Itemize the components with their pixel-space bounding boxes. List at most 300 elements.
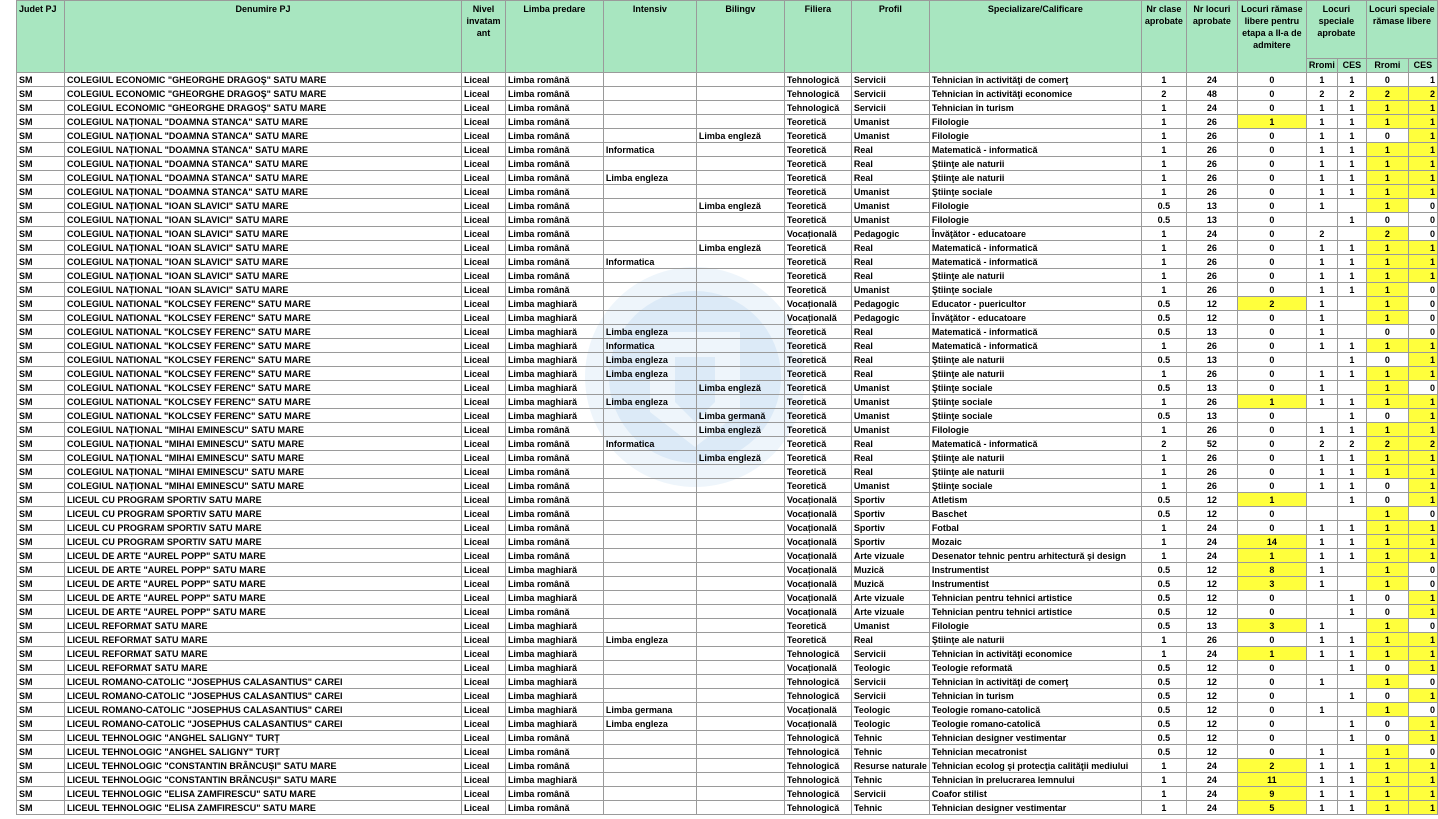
cell-filiera: Vocațională bbox=[784, 549, 851, 563]
cell-nr-locuri: 48 bbox=[1186, 87, 1237, 101]
cell-nr-clase: 0.5 bbox=[1141, 507, 1186, 521]
cell-specializare: Ştiinţe ale naturii bbox=[929, 633, 1141, 647]
cell-judet: SM bbox=[17, 227, 65, 241]
cell-locuri-ramase: 0 bbox=[1237, 521, 1306, 535]
cell-limba: Limba maghiară bbox=[505, 689, 603, 703]
cell-judet: SM bbox=[17, 241, 65, 255]
cell-rromi: 1 bbox=[1306, 283, 1337, 297]
cell-rromi-ramase: 0 bbox=[1366, 479, 1408, 493]
cell-limba: Limba maghiară bbox=[505, 619, 603, 633]
cell-filiera: Vocațională bbox=[784, 703, 851, 717]
cell-rromi-ramase: 1 bbox=[1366, 563, 1408, 577]
cell-ces: 1 bbox=[1337, 479, 1366, 493]
cell-locuri-ramase: 2 bbox=[1237, 297, 1306, 311]
cell-nivel: Liceal bbox=[461, 213, 505, 227]
cell-denumire: COLEGIUL NAȚIONAL "MIHAI EMINESCU" SATU MARE bbox=[64, 437, 461, 451]
cell-nivel: Liceal bbox=[461, 633, 505, 647]
cell-bilingv bbox=[696, 73, 784, 87]
cell-nivel: Liceal bbox=[461, 367, 505, 381]
cell-specializare: Ştiinţe ale naturii bbox=[929, 171, 1141, 185]
cell-intensiv bbox=[603, 759, 696, 773]
cell-denumire: COLEGIUL NATIONAL "KOLCSEY FERENC" SATU MARE bbox=[64, 311, 461, 325]
cell-rromi: 1 bbox=[1306, 297, 1337, 311]
cell-rromi-ramase: 1 bbox=[1366, 241, 1408, 255]
cell-ces bbox=[1337, 297, 1366, 311]
cell-specializare: Fotbal bbox=[929, 521, 1141, 535]
cell-limba: Limba română bbox=[505, 87, 603, 101]
cell-nr-locuri: 24 bbox=[1186, 535, 1237, 549]
cell-rromi-ramase: 1 bbox=[1366, 787, 1408, 801]
cell-nivel: Liceal bbox=[461, 143, 505, 157]
cell-rromi: 1 bbox=[1306, 129, 1337, 143]
cell-denumire: LICEUL TEHNOLOGIC "ELISA ZAMFIRESCU" SATU MARE bbox=[64, 787, 461, 801]
cell-bilingv bbox=[696, 521, 784, 535]
cell-filiera: Vocațională bbox=[784, 521, 851, 535]
cell-nr-locuri: 26 bbox=[1186, 143, 1237, 157]
cell-bilingv bbox=[696, 591, 784, 605]
cell-judet: SM bbox=[17, 185, 65, 199]
cell-ces-ramase: 1 bbox=[1408, 143, 1437, 157]
cell-nr-clase: 1 bbox=[1141, 395, 1186, 409]
cell-rromi-ramase: 1 bbox=[1366, 157, 1408, 171]
cell-intensiv bbox=[603, 311, 696, 325]
cell-limba: Limba maghiară bbox=[505, 381, 603, 395]
cell-intensiv bbox=[603, 423, 696, 437]
cell-ces-ramase: 1 bbox=[1408, 409, 1437, 423]
cell-judet: SM bbox=[17, 115, 65, 129]
cell-filiera: Tehnologică bbox=[784, 745, 851, 759]
cell-nr-clase: 1 bbox=[1141, 423, 1186, 437]
cell-nr-locuri: 52 bbox=[1186, 437, 1237, 451]
cell-nr-clase: 1 bbox=[1141, 185, 1186, 199]
cell-rromi: 1 bbox=[1306, 745, 1337, 759]
cell-nr-locuri: 12 bbox=[1186, 563, 1237, 577]
cell-intensiv: Limba engleza bbox=[603, 171, 696, 185]
cell-denumire: COLEGIUL NATIONAL "KOLCSEY FERENC" SATU MARE bbox=[64, 409, 461, 423]
cell-rromi bbox=[1306, 717, 1337, 731]
cell-limba: Limba română bbox=[505, 171, 603, 185]
cell-rromi: 1 bbox=[1306, 199, 1337, 213]
cell-limba: Limba română bbox=[505, 255, 603, 269]
cell-nr-locuri: 13 bbox=[1186, 325, 1237, 339]
cell-profil: Real bbox=[851, 255, 929, 269]
cell-filiera: Teoretică bbox=[784, 199, 851, 213]
cell-ces: 1 bbox=[1337, 661, 1366, 675]
cell-intensiv bbox=[603, 73, 696, 87]
cell-profil: Tehnic bbox=[851, 801, 929, 815]
cell-specializare: Ştiinţe ale naturii bbox=[929, 367, 1141, 381]
cell-denumire: COLEGIUL NATIONAL "KOLCSEY FERENC" SATU MARE bbox=[64, 297, 461, 311]
cell-denumire: LICEUL DE ARTE "AUREL POPP" SATU MARE bbox=[64, 549, 461, 563]
cell-denumire: LICEUL TEHNOLOGIC "ANGHEL SALIGNY" TURȚ bbox=[64, 745, 461, 759]
cell-profil: Servicii bbox=[851, 647, 929, 661]
cell-nr-locuri: 13 bbox=[1186, 353, 1237, 367]
cell-specializare: Educator - puericultor bbox=[929, 297, 1141, 311]
cell-filiera: Tehnologică bbox=[784, 773, 851, 787]
header-profil: Profil bbox=[851, 1, 929, 73]
cell-rromi-ramase: 1 bbox=[1366, 633, 1408, 647]
cell-judet: SM bbox=[17, 297, 65, 311]
cell-nivel: Liceal bbox=[461, 325, 505, 339]
cell-judet: SM bbox=[17, 507, 65, 521]
cell-limba: Limba română bbox=[505, 199, 603, 213]
cell-specializare: Matematică - informatică bbox=[929, 325, 1141, 339]
cell-profil: Pedagogic bbox=[851, 311, 929, 325]
cell-nivel: Liceal bbox=[461, 773, 505, 787]
cell-rromi-ramase: 1 bbox=[1366, 367, 1408, 381]
cell-rromi: 1 bbox=[1306, 171, 1337, 185]
cell-rromi: 2 bbox=[1306, 227, 1337, 241]
cell-locuri-ramase: 0 bbox=[1237, 745, 1306, 759]
cell-bilingv bbox=[696, 353, 784, 367]
cell-nr-clase: 0.5 bbox=[1141, 661, 1186, 675]
cell-ces bbox=[1337, 563, 1366, 577]
cell-nr-clase: 1 bbox=[1141, 367, 1186, 381]
cell-nr-clase: 2 bbox=[1141, 87, 1186, 101]
cell-denumire: COLEGIUL NAȚIONAL "IOAN SLAVICI" SATU MARE bbox=[64, 283, 461, 297]
cell-judet: SM bbox=[17, 759, 65, 773]
cell-limba: Limba română bbox=[505, 731, 603, 745]
table-row bbox=[17, 661, 1438, 675]
cell-nr-clase: 0.5 bbox=[1141, 325, 1186, 339]
cell-rromi: 1 bbox=[1306, 311, 1337, 325]
cell-specializare: Ştiinţe ale naturii bbox=[929, 465, 1141, 479]
cell-specializare: Tehnician în activităţi economice bbox=[929, 647, 1141, 661]
cell-limba: Limba română bbox=[505, 605, 603, 619]
cell-nivel: Liceal bbox=[461, 801, 505, 815]
cell-ces: 1 bbox=[1337, 521, 1366, 535]
cell-ces-ramase: 1 bbox=[1408, 115, 1437, 129]
cell-locuri-ramase: 1 bbox=[1237, 647, 1306, 661]
table-row bbox=[17, 675, 1438, 689]
cell-judet: SM bbox=[17, 283, 65, 297]
cell-intensiv bbox=[603, 283, 696, 297]
cell-rromi-ramase: 1 bbox=[1366, 339, 1408, 353]
cell-rromi: 1 bbox=[1306, 395, 1337, 409]
cell-denumire: COLEGIUL NATIONAL "KOLCSEY FERENC" SATU MARE bbox=[64, 325, 461, 339]
cell-limba: Limba română bbox=[505, 549, 603, 563]
cell-ces: 1 bbox=[1337, 241, 1366, 255]
cell-rromi: 1 bbox=[1306, 381, 1337, 395]
cell-locuri-ramase: 0 bbox=[1237, 143, 1306, 157]
cell-ces: 1 bbox=[1337, 689, 1366, 703]
cell-judet: SM bbox=[17, 87, 65, 101]
cell-locuri-ramase: 9 bbox=[1237, 787, 1306, 801]
cell-nr-locuri: 24 bbox=[1186, 227, 1237, 241]
cell-filiera: Teoretică bbox=[784, 143, 851, 157]
cell-ces bbox=[1337, 577, 1366, 591]
cell-locuri-ramase: 0 bbox=[1237, 185, 1306, 199]
cell-rromi-ramase: 0 bbox=[1366, 129, 1408, 143]
cell-nivel: Liceal bbox=[461, 171, 505, 185]
table-row bbox=[17, 437, 1438, 451]
cell-intensiv bbox=[603, 535, 696, 549]
cell-nr-locuri: 26 bbox=[1186, 451, 1237, 465]
cell-ces-ramase: 1 bbox=[1408, 521, 1437, 535]
cell-nr-clase: 0.5 bbox=[1141, 605, 1186, 619]
cell-denumire: LICEUL CU PROGRAM SPORTIV SATU MARE bbox=[64, 521, 461, 535]
cell-denumire: COLEGIUL NAȚIONAL "DOAMNA STANCA" SATU MARE bbox=[64, 171, 461, 185]
cell-ces: 1 bbox=[1337, 451, 1366, 465]
cell-limba: Limba română bbox=[505, 507, 603, 521]
cell-denumire: COLEGIUL NATIONAL "KOLCSEY FERENC" SATU MARE bbox=[64, 353, 461, 367]
cell-ces-ramase: 1 bbox=[1408, 549, 1437, 563]
cell-denumire: COLEGIUL NATIONAL "KOLCSEY FERENC" SATU MARE bbox=[64, 395, 461, 409]
cell-judet: SM bbox=[17, 661, 65, 675]
cell-nivel: Liceal bbox=[461, 745, 505, 759]
cell-ces: 1 bbox=[1337, 185, 1366, 199]
cell-judet: SM bbox=[17, 255, 65, 269]
cell-nr-clase: 1 bbox=[1141, 787, 1186, 801]
cell-bilingv: Limba engleză bbox=[696, 451, 784, 465]
cell-rromi: 1 bbox=[1306, 269, 1337, 283]
cell-filiera: Teoretică bbox=[784, 619, 851, 633]
cell-rromi: 1 bbox=[1306, 787, 1337, 801]
cell-intensiv bbox=[603, 115, 696, 129]
cell-specializare: Ştiinţe sociale bbox=[929, 395, 1141, 409]
cell-bilingv bbox=[696, 143, 784, 157]
cell-nivel: Liceal bbox=[461, 605, 505, 619]
cell-intensiv bbox=[603, 451, 696, 465]
cell-nivel: Liceal bbox=[461, 549, 505, 563]
cell-locuri-ramase: 0 bbox=[1237, 87, 1306, 101]
cell-profil: Resurse naturale bbox=[851, 759, 929, 773]
cell-intensiv bbox=[603, 465, 696, 479]
cell-rromi: 1 bbox=[1306, 647, 1337, 661]
cell-profil: Real bbox=[851, 451, 929, 465]
cell-locuri-ramase: 0 bbox=[1237, 451, 1306, 465]
cell-rromi: 1 bbox=[1306, 563, 1337, 577]
cell-locuri-ramase: 0 bbox=[1237, 591, 1306, 605]
cell-limba: Limba maghiară bbox=[505, 311, 603, 325]
cell-locuri-ramase: 11 bbox=[1237, 773, 1306, 787]
cell-bilingv bbox=[696, 745, 784, 759]
cell-bilingv: Limba engleză bbox=[696, 423, 784, 437]
cell-rromi: 1 bbox=[1306, 521, 1337, 535]
cell-rromi bbox=[1306, 689, 1337, 703]
cell-denumire: LICEUL TEHNOLOGIC "CONSTANTIN BRÂNCUȘI" SATU MARE bbox=[64, 773, 461, 787]
cell-rromi-ramase: 1 bbox=[1366, 549, 1408, 563]
cell-rromi bbox=[1306, 591, 1337, 605]
cell-rromi-ramase: 1 bbox=[1366, 297, 1408, 311]
cell-ces-ramase: 1 bbox=[1408, 255, 1437, 269]
cell-intensiv bbox=[603, 563, 696, 577]
cell-nr-locuri: 26 bbox=[1186, 339, 1237, 353]
cell-ces: 1 bbox=[1337, 213, 1366, 227]
table-row bbox=[17, 731, 1438, 745]
cell-nr-locuri: 13 bbox=[1186, 199, 1237, 213]
cell-bilingv bbox=[696, 395, 784, 409]
cell-denumire: COLEGIUL NATIONAL "KOLCSEY FERENC" SATU MARE bbox=[64, 381, 461, 395]
cell-limba: Limba maghiară bbox=[505, 647, 603, 661]
header-ces: CES bbox=[1337, 59, 1366, 73]
cell-limba: Limba română bbox=[505, 479, 603, 493]
cell-rromi: 1 bbox=[1306, 801, 1337, 815]
cell-intensiv bbox=[603, 577, 696, 591]
cell-specializare: Instrumentist bbox=[929, 563, 1141, 577]
cell-intensiv: Limba engleza bbox=[603, 353, 696, 367]
cell-ces-ramase: 1 bbox=[1408, 633, 1437, 647]
cell-rromi bbox=[1306, 605, 1337, 619]
cell-specializare: Ştiinţe ale naturii bbox=[929, 157, 1141, 171]
cell-rromi: 2 bbox=[1306, 87, 1337, 101]
cell-nr-clase: 1 bbox=[1141, 241, 1186, 255]
cell-ces bbox=[1337, 325, 1366, 339]
cell-nr-locuri: 26 bbox=[1186, 157, 1237, 171]
cell-nr-locuri: 26 bbox=[1186, 633, 1237, 647]
cell-ces bbox=[1337, 507, 1366, 521]
cell-bilingv bbox=[696, 493, 784, 507]
cell-filiera: Vocațională bbox=[784, 563, 851, 577]
cell-profil: Umanist bbox=[851, 213, 929, 227]
cell-bilingv: Limba engleză bbox=[696, 241, 784, 255]
table-row bbox=[17, 717, 1438, 731]
cell-nivel: Liceal bbox=[461, 409, 505, 423]
cell-rromi: 1 bbox=[1306, 451, 1337, 465]
cell-profil: Umanist bbox=[851, 283, 929, 297]
cell-ces: 1 bbox=[1337, 395, 1366, 409]
cell-nr-clase: 0.5 bbox=[1141, 731, 1186, 745]
cell-specializare: Filologie bbox=[929, 423, 1141, 437]
cell-locuri-ramase: 0 bbox=[1237, 353, 1306, 367]
cell-ces-ramase: 0 bbox=[1408, 675, 1437, 689]
cell-judet: SM bbox=[17, 353, 65, 367]
cell-nivel: Liceal bbox=[461, 521, 505, 535]
cell-ces-ramase: 0 bbox=[1408, 199, 1437, 213]
cell-nr-locuri: 12 bbox=[1186, 745, 1237, 759]
cell-ces: 1 bbox=[1337, 605, 1366, 619]
cell-denumire: COLEGIUL NAȚIONAL "MIHAI EMINESCU" SATU MARE bbox=[64, 465, 461, 479]
cell-rromi-ramase: 0 bbox=[1366, 689, 1408, 703]
cell-rromi: 1 bbox=[1306, 101, 1337, 115]
cell-specializare: Tehnician pentru tehnici artistice bbox=[929, 605, 1141, 619]
cell-limba: Limba maghiară bbox=[505, 703, 603, 717]
cell-nivel: Liceal bbox=[461, 759, 505, 773]
cell-filiera: Tehnologică bbox=[784, 689, 851, 703]
cell-ces: 1 bbox=[1337, 465, 1366, 479]
cell-judet: SM bbox=[17, 381, 65, 395]
cell-intensiv bbox=[603, 801, 696, 815]
cell-ces: 1 bbox=[1337, 787, 1366, 801]
cell-nr-clase: 1 bbox=[1141, 227, 1186, 241]
cell-ces: 1 bbox=[1337, 283, 1366, 297]
cell-intensiv bbox=[603, 297, 696, 311]
cell-denumire: LICEUL DE ARTE "AUREL POPP" SATU MARE bbox=[64, 591, 461, 605]
cell-bilingv bbox=[696, 703, 784, 717]
cell-bilingv bbox=[696, 367, 784, 381]
cell-intensiv: Limba engleza bbox=[603, 367, 696, 381]
cell-denumire: LICEUL CU PROGRAM SPORTIV SATU MARE bbox=[64, 507, 461, 521]
cell-specializare: Tehnician în activităţi de comerţ bbox=[929, 675, 1141, 689]
cell-judet: SM bbox=[17, 549, 65, 563]
cell-specializare: Ştiinţe ale naturii bbox=[929, 269, 1141, 283]
cell-specializare: Ştiinţe sociale bbox=[929, 283, 1141, 297]
cell-denumire: COLEGIUL NAȚIONAL "DOAMNA STANCA" SATU MARE bbox=[64, 157, 461, 171]
table-row bbox=[17, 619, 1438, 633]
cell-nivel: Liceal bbox=[461, 255, 505, 269]
cell-nr-locuri: 26 bbox=[1186, 171, 1237, 185]
table-row bbox=[17, 395, 1438, 409]
cell-bilingv: Limba engleză bbox=[696, 129, 784, 143]
cell-ces-ramase: 0 bbox=[1408, 577, 1437, 591]
cell-intensiv bbox=[603, 745, 696, 759]
cell-limba: Limba română bbox=[505, 787, 603, 801]
cell-denumire: LICEUL CU PROGRAM SPORTIV SATU MARE bbox=[64, 535, 461, 549]
cell-bilingv bbox=[696, 577, 784, 591]
cell-bilingv: Limba engleză bbox=[696, 381, 784, 395]
table-row bbox=[17, 311, 1438, 325]
table-row bbox=[17, 297, 1438, 311]
cell-nr-locuri: 26 bbox=[1186, 465, 1237, 479]
cell-filiera: Teoretică bbox=[784, 269, 851, 283]
cell-nr-clase: 1 bbox=[1141, 157, 1186, 171]
cell-nr-clase: 1 bbox=[1141, 171, 1186, 185]
cell-limba: Limba maghiară bbox=[505, 325, 603, 339]
cell-locuri-ramase: 0 bbox=[1237, 325, 1306, 339]
table-row bbox=[17, 409, 1438, 423]
cell-profil: Real bbox=[851, 325, 929, 339]
table-row bbox=[17, 521, 1438, 535]
table-row bbox=[17, 87, 1438, 101]
cell-limba: Limba română bbox=[505, 745, 603, 759]
cell-ces: 1 bbox=[1337, 731, 1366, 745]
cell-locuri-ramase: 0 bbox=[1237, 227, 1306, 241]
cell-filiera: Tehnologică bbox=[784, 647, 851, 661]
cell-nivel: Liceal bbox=[461, 269, 505, 283]
cell-intensiv bbox=[603, 647, 696, 661]
cell-ces: 1 bbox=[1337, 801, 1366, 815]
cell-specializare: Tehnician designer vestimentar bbox=[929, 801, 1141, 815]
cell-nivel: Liceal bbox=[461, 423, 505, 437]
table-row bbox=[17, 507, 1438, 521]
cell-filiera: Teoretică bbox=[784, 339, 851, 353]
cell-locuri-ramase: 0 bbox=[1237, 465, 1306, 479]
table-row bbox=[17, 73, 1438, 87]
cell-ces-ramase: 1 bbox=[1408, 801, 1437, 815]
cell-specializare: Tehnician în turism bbox=[929, 689, 1141, 703]
cell-limba: Limba maghiară bbox=[505, 395, 603, 409]
cell-rromi: 1 bbox=[1306, 339, 1337, 353]
cell-ces-ramase: 1 bbox=[1408, 689, 1437, 703]
cell-nr-clase: 2 bbox=[1141, 437, 1186, 451]
cell-nr-clase: 1 bbox=[1141, 535, 1186, 549]
cell-nr-locuri: 13 bbox=[1186, 213, 1237, 227]
cell-filiera: Vocațională bbox=[784, 661, 851, 675]
cell-filiera: Tehnologică bbox=[784, 801, 851, 815]
table-row bbox=[17, 745, 1438, 759]
table-row bbox=[17, 101, 1438, 115]
cell-filiera: Teoretică bbox=[784, 479, 851, 493]
cell-profil: Real bbox=[851, 241, 929, 255]
cell-profil: Umanist bbox=[851, 409, 929, 423]
cell-bilingv bbox=[696, 339, 784, 353]
cell-rromi-ramase: 1 bbox=[1366, 647, 1408, 661]
cell-nr-locuri: 26 bbox=[1186, 283, 1237, 297]
cell-ces-ramase: 0 bbox=[1408, 227, 1437, 241]
cell-ces-ramase: 1 bbox=[1408, 787, 1437, 801]
table-row bbox=[17, 339, 1438, 353]
cell-denumire: LICEUL DE ARTE "AUREL POPP" SATU MARE bbox=[64, 577, 461, 591]
cell-nr-clase: 0.5 bbox=[1141, 675, 1186, 689]
cell-intensiv bbox=[603, 213, 696, 227]
cell-locuri-ramase: 0 bbox=[1237, 423, 1306, 437]
table-row bbox=[17, 255, 1438, 269]
cell-denumire: COLEGIUL NATIONAL "KOLCSEY FERENC" SATU MARE bbox=[64, 367, 461, 381]
cell-nr-locuri: 12 bbox=[1186, 605, 1237, 619]
cell-judet: SM bbox=[17, 619, 65, 633]
cell-limba: Limba română bbox=[505, 423, 603, 437]
cell-profil: Servicii bbox=[851, 787, 929, 801]
